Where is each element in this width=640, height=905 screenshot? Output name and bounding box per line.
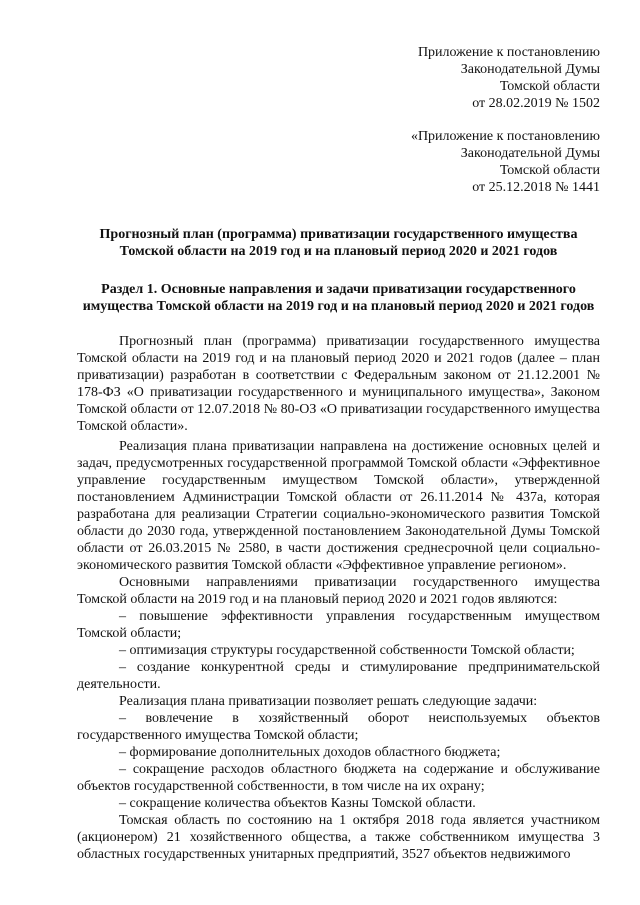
appendix-2-line-1: «Приложение к постановлению — [410, 129, 600, 144]
title-line-1: Прогнозный план (программа) приватизации государственного имущества — [99, 227, 578, 242]
title-line-2: Томской области на 2019 год и на плановый период 2020 и 2021 годов — [119, 244, 558, 259]
paragraph-3: Основными направлениями приватизации государственного имущества Томской области на 2019 год и на плановый период 2020 и 2021 годов являются: — [77, 575, 600, 607]
section-heading — [77, 281, 600, 315]
appendix-2-line-2: Законодательной Думы — [460, 146, 600, 161]
section-line-2: имущества Томской области на 2019 год и на плановый период 2020 и 2021 годов — [82, 299, 595, 314]
appendix-2-line-4: от 25.12.2018 № 1441 — [472, 180, 600, 195]
appendix-1-line-1: Приложение к постановлению — [417, 45, 600, 60]
appendix-block-2 — [77, 128, 600, 196]
document-body — [77, 333, 600, 863]
appendix-2-line-3: Томской области — [499, 163, 600, 178]
paragraph-5: Томская область по состоянию на 1 октября 2018 года является участником (акционером) 21 хозяйственного общества, а также собственником имущества 3 областных государственных унитарных предприятий, 3527 объектов недвижимого — [77, 813, 600, 862]
appendix-1-line-4: от 28.02.2019 № 1502 — [472, 96, 600, 111]
paragraph-1: Прогнозный план (программа) приватизации государственного имущества Томской области на 2019 год и на плановый период 2020 и 2021 годов (далее – план приватизации) разработан в соответствии с Федеральным законом от 21.12.2001 № 178-ФЗ «О приватизации государственного и муниципального имущества», Законом Томской области от 12.07.2018 № 80-ОЗ «О приватизации государственного имущества Томской области». — [77, 334, 600, 434]
goal-item-1: – повышение эффективности управления государственным имуществом Томской области; — [77, 609, 600, 641]
task-item-1: – вовлечение в хозяйственный оборот неиспользуемых объектов государственного имущества Томской области; — [77, 711, 600, 743]
task-item-3: – сокращение расходов областного бюджета на содержание и обслуживание объектов государственной собственности, в том числе на их охрану; — [77, 762, 600, 794]
appendix-1-line-2: Законодательной Думы — [460, 62, 600, 77]
appendix-1-line-3: Томской области — [499, 79, 600, 94]
paragraph-2: Реализация плана приватизации направлена на достижение основных целей и задач, предусмотренных государственной программой Томской области «Эффективное управление государственным имуществом Томской области», утвержденной постановлением Администрации Томской области от 26.11.2014 № 437а, которая разработана для реализации Стратегии социально-экономического развития Томской области до 2030 года, утвержденной постановлением Законодательной Думы Томской области от 26.03.2015 № 2580, в части достижения среднесрочной цели социально-экономического развития Томской области «Эффективное управление регионом». — [77, 439, 600, 573]
goal-item-3: – создание конкурентной среды и стимулирование предпринимательской деятельности. — [77, 660, 600, 692]
appendix-block-1 — [77, 44, 600, 112]
paragraph-4: Реализация плана приватизации позволяет решать следующие задачи: — [119, 694, 538, 709]
document-title — [77, 226, 600, 260]
task-item-4: – сокращение количества объектов Казны Томской области. — [119, 796, 476, 811]
section-line-1: Раздел 1. Основные направления и задачи приватизации государственного — [101, 282, 576, 297]
task-item-2: – формирование дополнительных доходов областного бюджета; — [119, 745, 501, 760]
goal-item-2: – оптимизация структуры государственной собственности Томской области; — [119, 643, 575, 658]
